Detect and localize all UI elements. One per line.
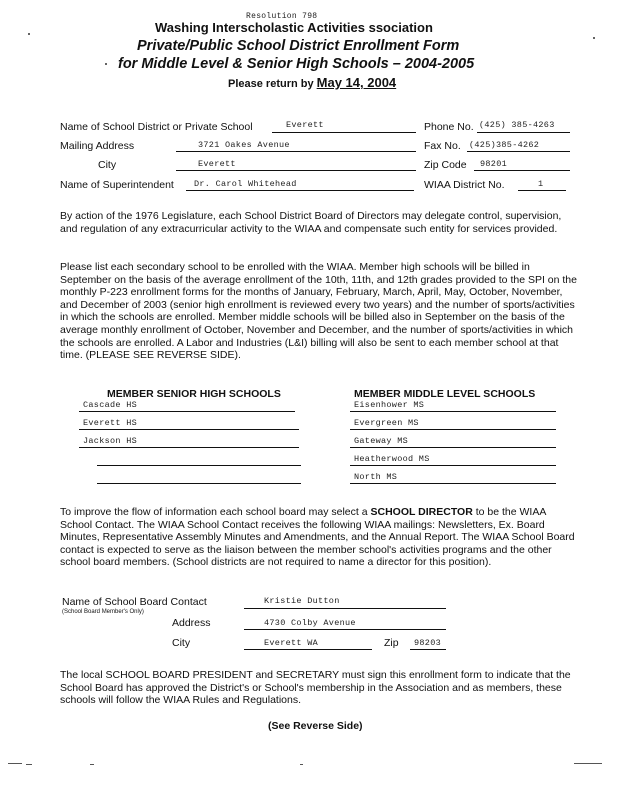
legislature-paragraph: By action of the 1976 Legislature, each School District Board of Directors may delegate control, supervision, and regulation of any extracurricular activity to the WIAA and compensate such entity for services provided. xyxy=(60,210,562,235)
board-contact-address-value: 4730 Colby Avenue xyxy=(264,618,356,628)
senior-school-name: Cascade HS xyxy=(83,400,138,410)
senior-schools-header: MEMBER SENIOR HIGH SCHOOLS xyxy=(107,388,281,400)
fax-field[interactable] xyxy=(467,139,570,152)
middle-school-name: Evergreen MS xyxy=(354,418,419,428)
city-value: Everett xyxy=(198,159,236,169)
school-director-text-end: to be the WIAA School Contact. The WIAA School Contact receives the following WIAA mailings: Newsletters, Ex. Board Minutes, Representative Assembly Minutes and Amendments, and the Annual Report. The WIAA School Board contact is expected to serve as the liaison between the member school's activities programs and the other school board members. (School districts are not required to name a director for this position). xyxy=(60,506,575,569)
scan-speck xyxy=(300,764,303,765)
senior-school-name: Jackson HS xyxy=(83,436,138,446)
form-title-line-1: Private/Public School District Enrollment Form xyxy=(137,38,460,54)
mailing-address-label: Mailing Address xyxy=(60,140,135,152)
scan-speck xyxy=(574,763,602,764)
middle-school-name: Heatherwood MS xyxy=(354,454,430,464)
senior-school-row[interactable] xyxy=(79,433,299,448)
board-contact-city-label: City xyxy=(172,637,191,649)
superintendent-label: Name of Superintendent xyxy=(60,179,174,191)
board-contact-address-field[interactable] xyxy=(244,617,446,630)
phone-field[interactable] xyxy=(477,120,570,133)
middle-schools-header: MEMBER MIDDLE LEVEL SCHOOLS xyxy=(354,388,536,400)
middle-school-name: Eisenhower MS xyxy=(354,400,425,410)
school-director-paragraph xyxy=(60,506,578,569)
return-prefix: Please return by xyxy=(228,78,314,90)
scan-speck xyxy=(28,33,30,35)
district-name-field[interactable] xyxy=(272,120,416,133)
board-contact-name-label: Name of School Board Contact xyxy=(62,596,207,608)
middle-school-row[interactable] xyxy=(350,397,556,412)
billing-paragraph: Please list each secondary school to be enrolled with the WIAA. Member high schools will be billed in September on the basis of the average enrollment of the 10th, 11th, and 12th grades provided to the SPI on the monthly P-223 enrollment forms for the months of January, February, March, April, May, October, November, and December of 2003 (senior high enrollment is reviewed every two years) and the number of sports/activities in which the schools are enrolled. Member middle schools will be billed also in September on the basis of the average monthly enrollment of October, November and December, and the number of sports/activities in which the schools are enrolled. A Labor and Industries (L&I) billing will also be sent to each member school at that time. (PLEASE SEE REVERSE SIDE). xyxy=(60,261,577,362)
wiaa-district-value: 1 xyxy=(538,179,544,189)
board-contact-name-field[interactable] xyxy=(244,596,446,609)
wiaa-district-label: WIAA District No. xyxy=(424,179,505,191)
signature-requirement-paragraph: The local SCHOOL BOARD PRESIDENT and SECRETARY must sign this enrollment form to indicate that the School Board has approved the District's or School's membership in the Association and as members, these schools will follow the WIAA Rules and Regulations. xyxy=(60,669,571,707)
organization-title: Washing Interscholastic Activities ssociation xyxy=(155,20,433,35)
zip-code-label: Zip Code xyxy=(424,159,467,171)
resolution-stamp: Resolution 798 xyxy=(246,12,318,21)
board-contact-zip-field[interactable] xyxy=(410,637,446,650)
superintendent-value: Dr. Carol Whitehead xyxy=(194,179,297,189)
middle-school-row[interactable] xyxy=(350,451,556,466)
middle-school-name: Gateway MS xyxy=(354,436,409,446)
scan-speck xyxy=(90,764,94,765)
scan-speck xyxy=(593,37,595,39)
school-director-text-start: To improve the flow of information each school board may select a xyxy=(60,506,371,518)
mailing-address-field[interactable] xyxy=(176,139,416,152)
board-contact-note: (School Board Member's Only) xyxy=(62,609,144,615)
return-instruction xyxy=(228,75,396,90)
board-contact-city-field[interactable] xyxy=(244,637,372,650)
school-director-emphasis: SCHOOL DIRECTOR xyxy=(370,506,473,518)
city-label: City xyxy=(98,159,117,171)
scan-speck xyxy=(105,63,107,65)
senior-school-name: Everett HS xyxy=(83,418,138,428)
middle-school-row[interactable] xyxy=(350,469,556,484)
superintendent-field[interactable] xyxy=(186,178,414,191)
senior-school-row[interactable] xyxy=(97,469,301,484)
return-date: May 14, 2004 xyxy=(316,75,397,90)
mailing-address-value: 3721 Oakes Avenue xyxy=(198,140,290,150)
scan-speck xyxy=(26,764,32,765)
middle-school-row[interactable] xyxy=(350,433,556,448)
zip-code-value: 98201 xyxy=(480,159,508,169)
see-reverse-note: (See Reverse Side) xyxy=(268,720,363,732)
board-contact-zip-value: 98203 xyxy=(414,638,442,648)
senior-school-row[interactable] xyxy=(97,451,301,466)
senior-school-row[interactable] xyxy=(79,397,295,412)
scan-speck xyxy=(8,763,22,764)
phone-label: Phone No. xyxy=(424,121,474,133)
fax-label: Fax No. xyxy=(424,140,461,152)
board-contact-name-value: Kristie Dutton xyxy=(264,596,340,606)
district-name-value: Everett xyxy=(286,120,324,130)
phone-value: (425) 385-4263 xyxy=(479,120,555,130)
middle-school-name: North MS xyxy=(354,472,398,482)
senior-school-row[interactable] xyxy=(79,415,299,430)
district-name-label: Name of School District or Private School xyxy=(60,121,253,133)
wiaa-district-field[interactable] xyxy=(518,178,566,191)
board-contact-city-value: Everett WA xyxy=(264,638,319,648)
middle-school-row[interactable] xyxy=(350,415,556,430)
zip-code-field[interactable] xyxy=(474,158,570,171)
city-field[interactable] xyxy=(176,158,416,171)
fax-value: (425)385-4262 xyxy=(469,140,540,150)
form-title-line-2: for Middle Level & Senior High Schools – 2004-2005 xyxy=(118,56,475,72)
board-contact-address-label: Address xyxy=(172,617,211,629)
board-contact-zip-label: Zip xyxy=(384,637,399,649)
